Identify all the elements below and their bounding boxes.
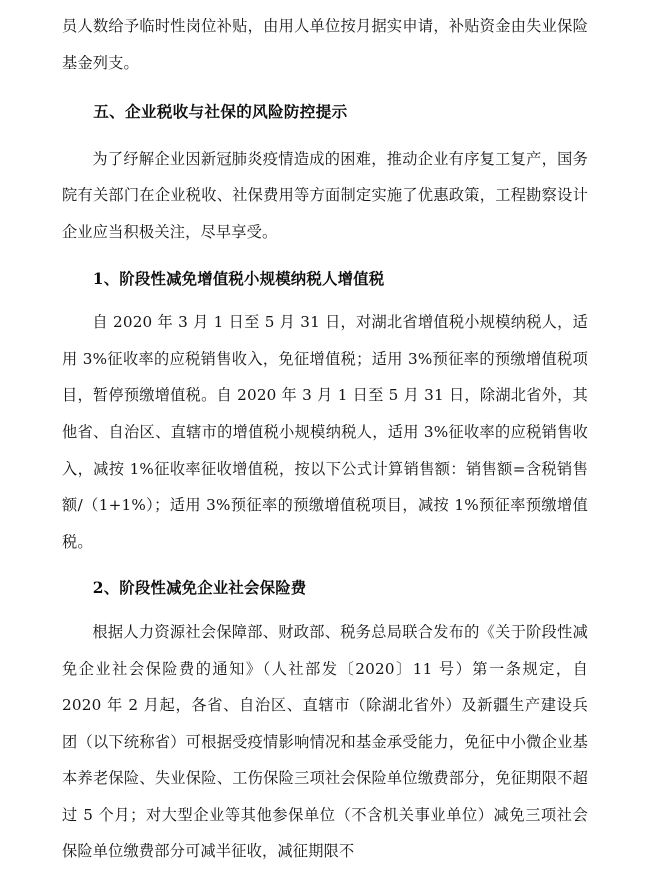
spacer	[62, 607, 588, 614]
spacer	[62, 131, 588, 141]
spacer	[62, 251, 588, 261]
spacer	[62, 81, 588, 94]
paragraph-vat-reduction: 自 2020 年 3 月 1 日至 5 月 31 日，对湖北省增值税小规模纳税人，适用 3%征收率的应税销售收入，免征增值税；适用 3%预征率的预缴增值税项目，暂停预缴增值税。自 2020 年 3 月 1 日至 5 月 31 日，除湖北省外，其他省、自治区、直辖市的增值税小规模纳税人，适用 3%征收率的应税销售收入，减按 1%征收率征收增值税，按以下公式计算销售额：销售额=含税销售额/（1+1%）；适用 3%预征率的预缴增值税项目，减按 1%预征率预缴增值税。	[62, 313, 588, 551]
subheading-vat-reduction: 1、阶段性减免增值税小规模纳税人增值税	[92, 269, 385, 288]
heading-section-five: 五、企业税收与社保的风险防控提示	[93, 102, 348, 122]
paragraph-intro: 为了纾解企业因新冠肺炎疫情造成的困难，推动企业有序复工复产，国务院有关部门在企业税收、社保费用等方面制定实施了优惠政策，工程勘察设计企业应当积极关注，尽早享受。	[62, 149, 588, 241]
subheading-social-insurance-reduction: 2、阶段性减免企业社会保险费	[92, 579, 307, 598]
spacer	[62, 297, 588, 304]
paragraph-social-insurance-reduction: 根据人力资源社会保障部、财政部、税务总局联合发布的《关于阶段性减免企业社会保险费的通知》（人社部发〔2020〕11 号）第一条规定，自 2020 年 2 月起，各省、自治区、直辖市（除湖北省外）及新疆生产建设兵团（以下统称省）可根据受疫情影响情况和基金承受能力，免征中小微企业基本养老保险、失业保险、工伤保险三项社会保险单位缴费部分，免征期限不超过 5 个月；对大型企业等其他参保单位（不含机关事业单位）减免三项社会保险单位缴费部分可减半征收，减征期限不	[62, 622, 588, 861]
paragraph-continued-top: 员人数给予临时性岗位补贴，由用人单位按月据实申请，补贴资金由失业保险基金列支。	[62, 17, 588, 72]
spacer	[62, 560, 588, 570]
document-body	[62, 8, 588, 870]
